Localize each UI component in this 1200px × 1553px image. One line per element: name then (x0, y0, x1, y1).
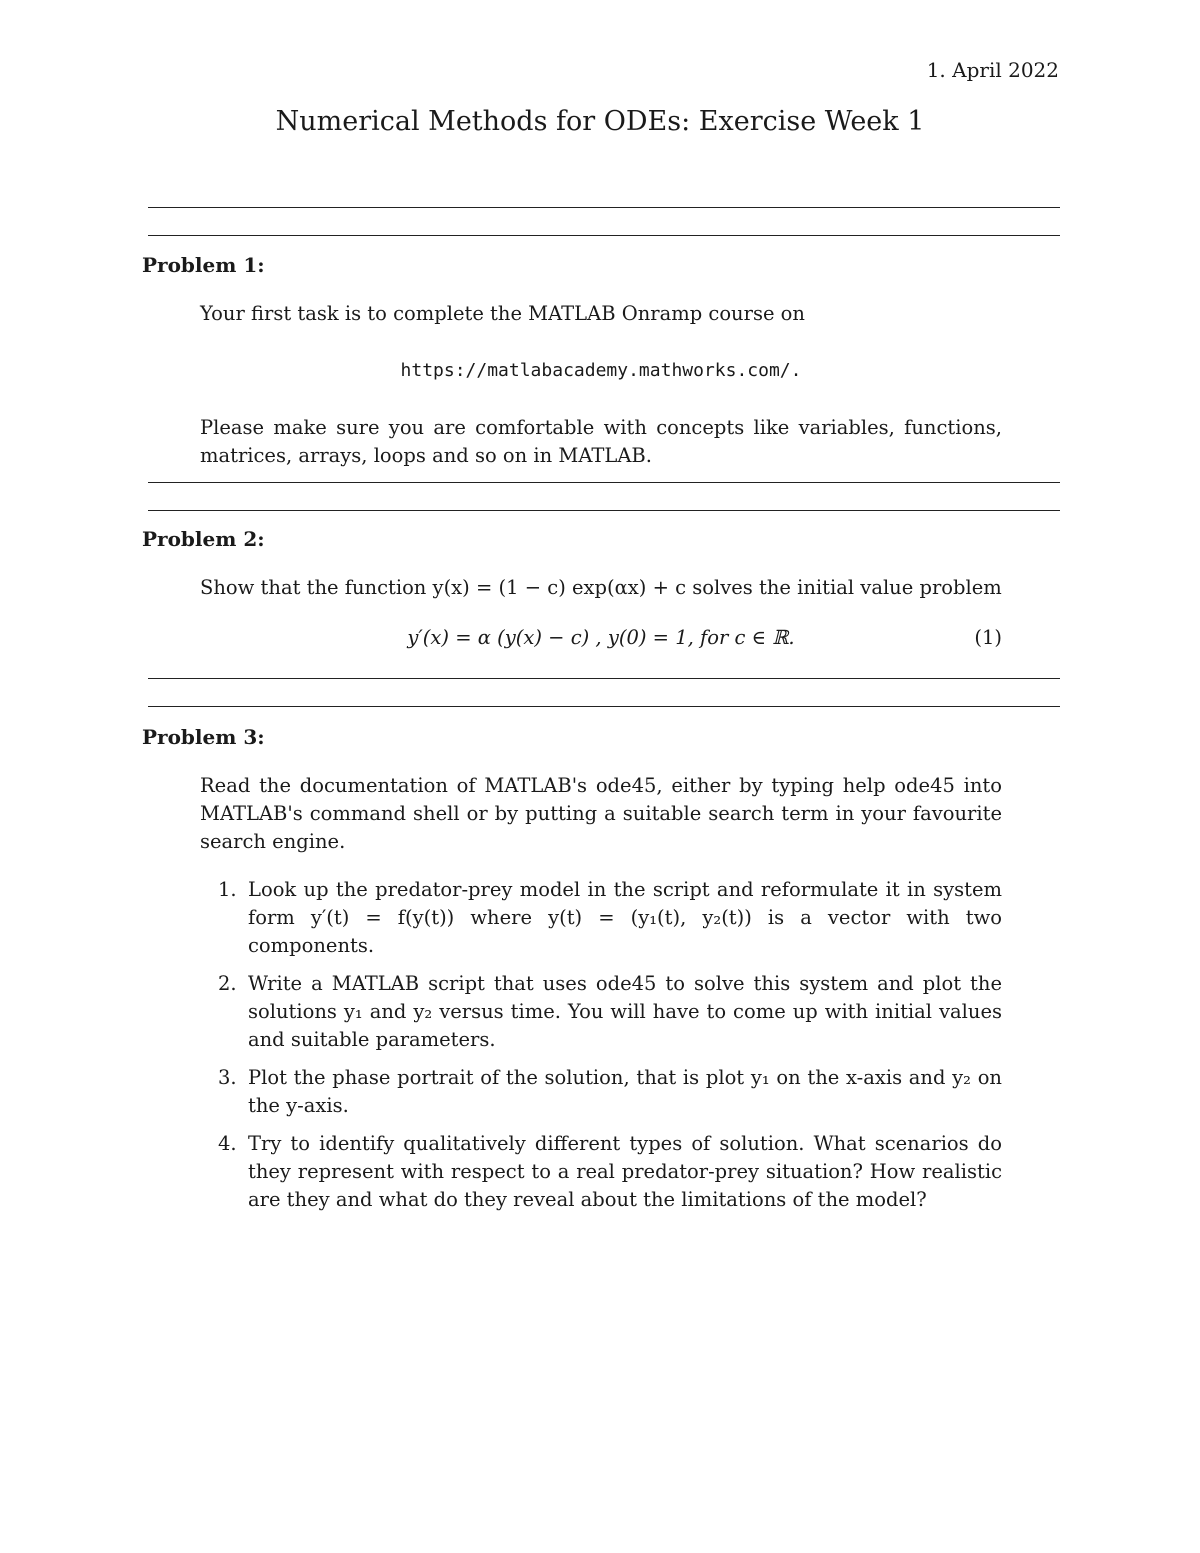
problem-2-text: Show that the function y(x) = (1 − c) exp(αx) + c solves the initial value problem (200, 576, 1002, 599)
divider (148, 678, 1060, 679)
list-item: 4. Try to identify qualitatively different types of solution. What scenarios do they represent with respect to a real predator-prey situation? How realistic are they and what do they reveal about the limitations of the model? (218, 1132, 1002, 1211)
problem-1-text-2: Please make sure you are comfortable with concepts like variables, functions, matrices, arrays, loops and so on in MATLAB. (200, 416, 1002, 467)
divider (148, 482, 1060, 483)
problem-2-equation: y′(x) = α (y(x) − c) , y(0) = 1, for c ∈ ℝ. (407, 626, 795, 649)
divider (148, 235, 1060, 236)
problem-1-text: Your first task is to complete the MATLAB Onramp course on (200, 302, 805, 325)
problem-1-heading: Problem 1: (142, 253, 265, 277)
problem-2-heading: Problem 2: (142, 527, 265, 551)
document-date: 1. April 2022 (926, 58, 1059, 82)
divider (148, 510, 1060, 511)
list-item: 2. Write a MATLAB script that uses ode45 to solve this system and plot the solutions y₁ and y₂ versus time. You will have to come up with initial values and suitable parameters. (218, 972, 1002, 1051)
equation-number: (1) (974, 626, 1002, 649)
problem-3-heading: Problem 3: (142, 725, 265, 749)
problem-1-url[interactable]: https://matlabacademy.mathworks.com/. (400, 360, 802, 381)
document-title: Numerical Methods for ODEs: Exercise Week 1 (275, 106, 925, 137)
list-item: 3. Plot the phase portrait of the solution, that is plot y₁ on the x-axis and y₂ on the y-axis. (218, 1066, 1002, 1117)
divider (148, 207, 1060, 208)
problem-3-list (200, 876, 1002, 1224)
list-item: 1. Look up the predator-prey model in the script and reformulate it in system form y′(t) = f(y(t)) where y(t) = (y₁(t), y₂(t)) is a vector with two components. (218, 878, 1002, 957)
problem-3-intro: Read the documentation of MATLAB's ode45, either by typing help ode45 into MATLAB's command shell or by putting a suitable search term in your favourite search engine. (200, 774, 1002, 853)
divider (148, 706, 1060, 707)
